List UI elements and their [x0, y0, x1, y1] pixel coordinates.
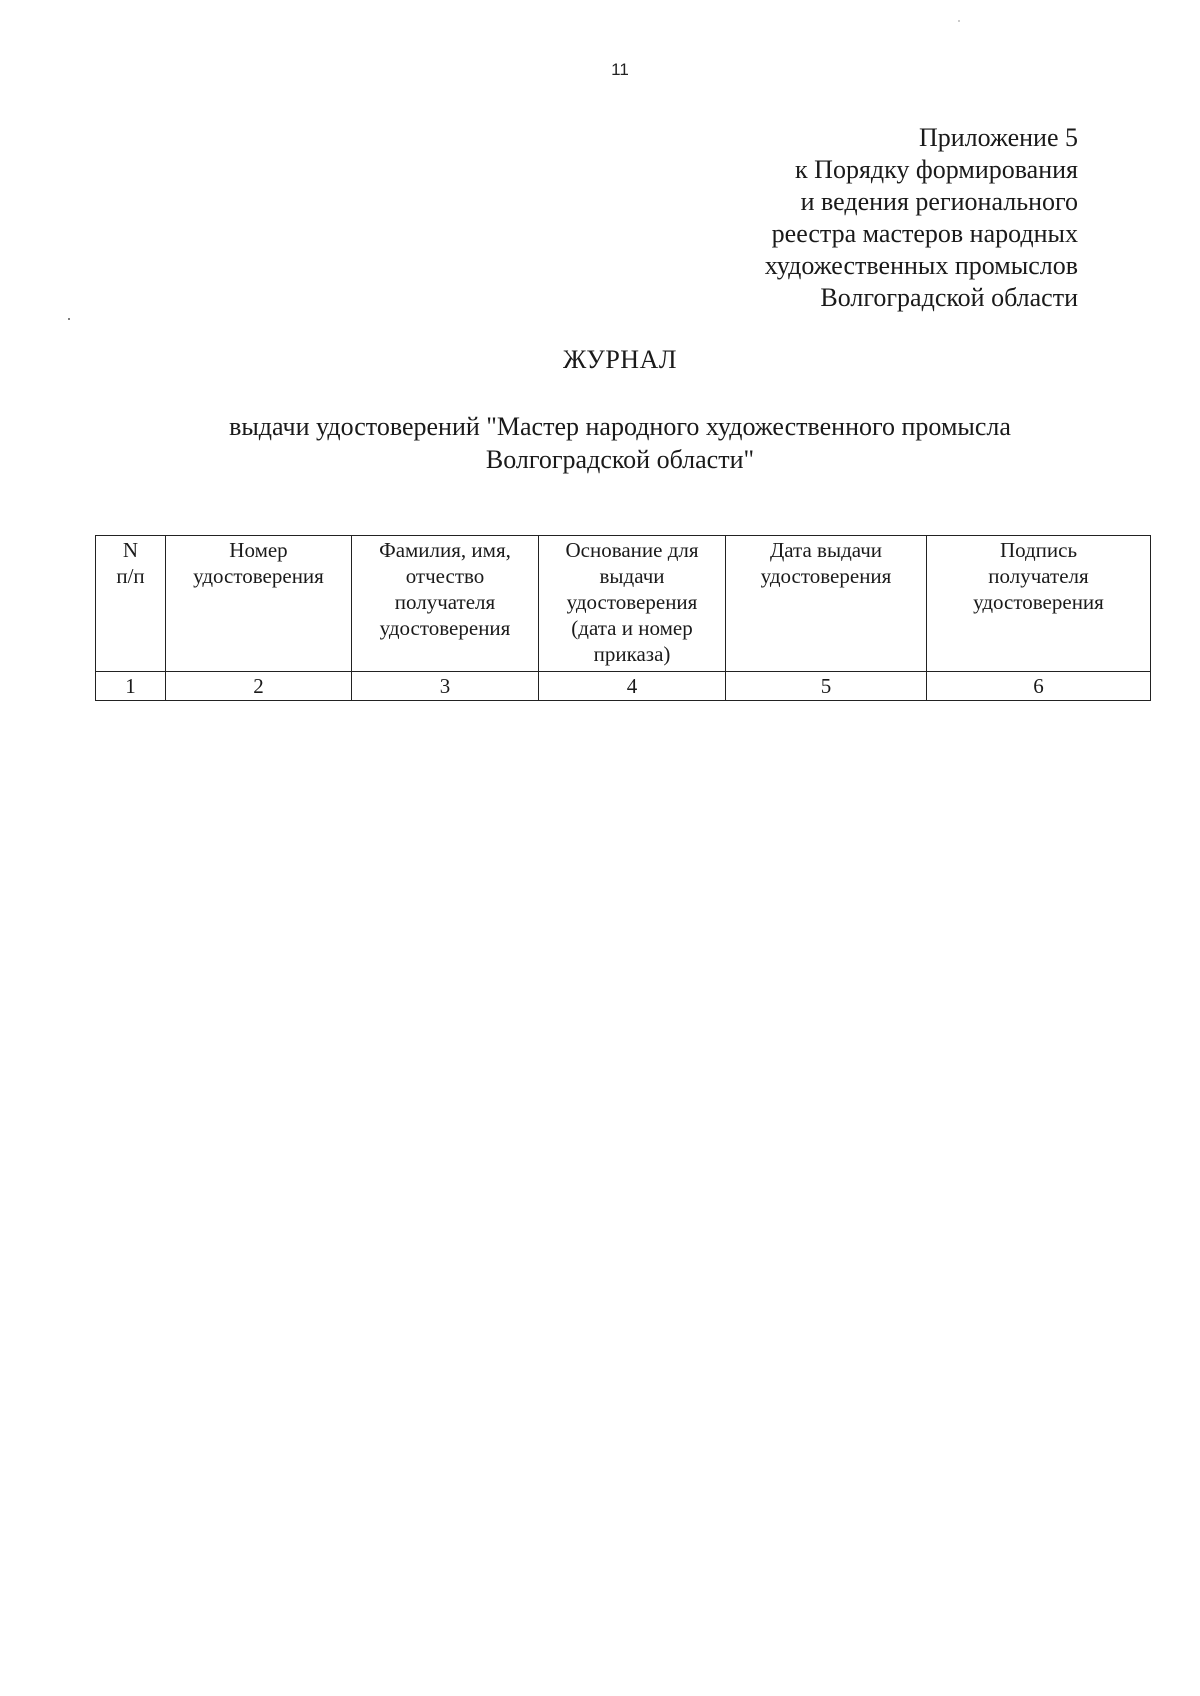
scan-speck: [958, 20, 960, 22]
document-subtitle: [0, 410, 1200, 476]
appendix-line: Приложение 5: [918, 123, 1078, 152]
header-cell-signature: Подпись получателя удостоверения: [927, 536, 1151, 672]
subtitle-line: выдачи удостоверений "Мастер народного художественного промысла: [229, 412, 1011, 441]
header-cell-number: N п/п: [96, 536, 166, 672]
column-number-cell: 5: [726, 672, 927, 701]
appendix-line: художественных промыслов: [764, 251, 1078, 280]
column-number-cell: 2: [166, 672, 352, 701]
header-cell-certificate-number: Номер удостоверения: [166, 536, 352, 672]
appendix-line: и ведения регионального: [800, 187, 1078, 216]
appendix-reference: [765, 122, 1078, 314]
column-number-cell: 3: [352, 672, 539, 701]
subtitle-line: Волгоградской области": [485, 445, 755, 474]
appendix-line: Волгоградской области: [820, 283, 1078, 312]
column-number-cell: 6: [927, 672, 1151, 701]
journal-table: [95, 535, 1151, 701]
scan-speck: [68, 318, 70, 320]
header-cell-issue-date: Дата выдачи удостоверения: [726, 536, 927, 672]
column-number-cell: 1: [96, 672, 166, 701]
column-number-cell: 4: [539, 672, 726, 701]
header-cell-basis: Основание для выдачи удостоверения (дата и номер приказа): [539, 536, 726, 672]
header-cell-recipient-name: Фамилия, имя, отчество получателя удостоверения: [352, 536, 539, 672]
appendix-line: к Порядку формирования: [795, 155, 1078, 184]
table-row-column-numbers: [96, 672, 1151, 701]
page-number: 11: [611, 60, 629, 79]
table-header-row: [96, 536, 1151, 672]
appendix-line: реестра мастеров народных: [771, 219, 1078, 248]
document-title: ЖУРНАЛ: [563, 345, 677, 374]
